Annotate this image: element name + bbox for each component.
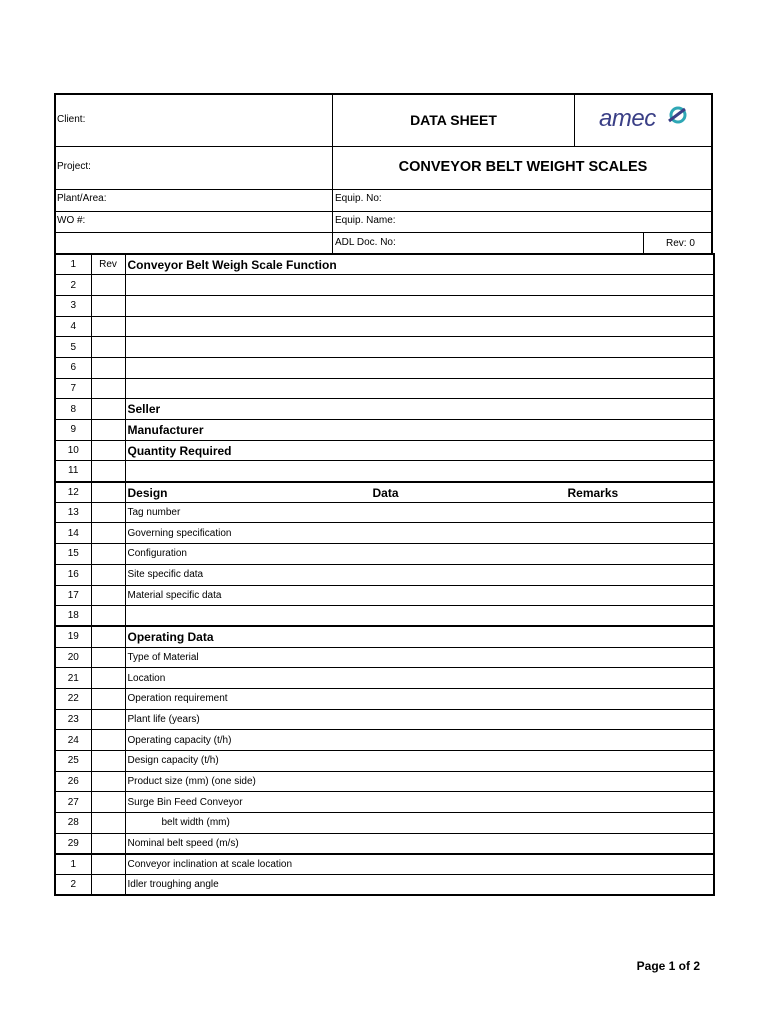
- table-row: [55, 461, 714, 482]
- table-row: [55, 606, 714, 627]
- row-description: Site specific data: [125, 564, 714, 585]
- row-description: Operating Data: [125, 626, 714, 647]
- table-row: [55, 647, 714, 668]
- row-description: [125, 275, 714, 296]
- row-description: [125, 378, 714, 399]
- row-rev: [91, 854, 125, 875]
- row-number: 1: [55, 854, 91, 875]
- row-rev: [91, 357, 125, 378]
- row-rev: [91, 626, 125, 647]
- wo-label: WO #:: [57, 215, 86, 226]
- row-number: 2: [55, 875, 91, 896]
- row-number: 15: [55, 544, 91, 565]
- row-rev: [91, 585, 125, 606]
- row-rev: [91, 709, 125, 730]
- row-rev: [91, 420, 125, 441]
- row-number: 20: [55, 647, 91, 668]
- row-rev: [91, 378, 125, 399]
- equip-name-label: Equip. Name:: [335, 215, 396, 226]
- row-number: 10: [55, 440, 91, 461]
- data-sheet: [54, 93, 713, 896]
- row-rev: [91, 792, 125, 813]
- row-rev: [91, 688, 125, 709]
- row-rev: Rev: [91, 254, 125, 275]
- table-row: [55, 813, 714, 834]
- row-rev: [91, 647, 125, 668]
- table-row: [55, 854, 714, 875]
- row-rev: [91, 668, 125, 689]
- table-row: [55, 357, 714, 378]
- table-row: [55, 668, 714, 689]
- row-rev: [91, 482, 125, 503]
- row-number: 25: [55, 751, 91, 772]
- row-description: [125, 316, 714, 337]
- row-number: 4: [55, 316, 91, 337]
- table-row: [55, 688, 714, 709]
- row-rev: [91, 875, 125, 896]
- row-number: 1: [55, 254, 91, 275]
- table-row: [55, 771, 714, 792]
- row-number: 14: [55, 523, 91, 544]
- remarks-heading: Remarks: [567, 485, 619, 500]
- row-description: [125, 337, 714, 358]
- row-number: 16: [55, 564, 91, 585]
- row-rev: [91, 813, 125, 834]
- row-description: [125, 606, 714, 627]
- row-number: 12: [55, 482, 91, 503]
- row-rev: [91, 771, 125, 792]
- row-number: 8: [55, 399, 91, 420]
- project-label: Project:: [57, 161, 91, 172]
- row-description: Operating capacity (t/h): [125, 730, 714, 751]
- equip-no-label: Equip. No:: [335, 193, 382, 204]
- row-number: 22: [55, 688, 91, 709]
- row-number: 6: [55, 357, 91, 378]
- row-number: 2: [55, 275, 91, 296]
- row-number: 3: [55, 295, 91, 316]
- table-row: [55, 295, 714, 316]
- row-number: 28: [55, 813, 91, 834]
- data-sheet-title: DATA SHEET: [410, 112, 497, 128]
- row-description: Design capacity (t/h): [125, 751, 714, 772]
- table-row: [55, 875, 714, 896]
- page-number: Page 1 of 2: [636, 959, 700, 973]
- table-row: [55, 523, 714, 544]
- row-description: [125, 482, 714, 503]
- row-number: 19: [55, 626, 91, 647]
- row-number: 26: [55, 771, 91, 792]
- row-description: [125, 295, 714, 316]
- row-description: [125, 357, 714, 378]
- row-rev: [91, 275, 125, 296]
- row-description: Configuration: [125, 544, 714, 565]
- table-row: [55, 502, 714, 523]
- row-description: Location: [125, 668, 714, 689]
- row-number: 11: [55, 461, 91, 482]
- row-description: Seller: [125, 399, 714, 420]
- table-row: [55, 316, 714, 337]
- row-number: 13: [55, 502, 91, 523]
- table-row: [55, 626, 714, 647]
- table-row: [55, 254, 714, 275]
- row-rev: [91, 833, 125, 854]
- rev-label: Rev: 0: [666, 238, 695, 249]
- row-number: 21: [55, 668, 91, 689]
- row-description: Quantity Required: [125, 440, 714, 461]
- table-row: [55, 751, 714, 772]
- row-number: 29: [55, 833, 91, 854]
- client-label: Client:: [57, 114, 86, 125]
- spec-table: [54, 253, 715, 896]
- row-description: Product size (mm) (one side): [125, 771, 714, 792]
- adl-doc-label: ADL Doc. No:: [335, 237, 396, 248]
- row-rev: [91, 399, 125, 420]
- row-number: 24: [55, 730, 91, 751]
- design-heading: Design: [127, 485, 168, 500]
- row-rev: [91, 295, 125, 316]
- row-rev: [91, 440, 125, 461]
- table-row: [55, 564, 714, 585]
- row-number: 18: [55, 606, 91, 627]
- logo-mark-icon: [665, 105, 691, 125]
- row-description: [125, 461, 714, 482]
- row-description: Plant life (years): [125, 709, 714, 730]
- table-row: [55, 482, 714, 503]
- plant-area-label: Plant/Area:: [57, 193, 107, 204]
- row-number: 23: [55, 709, 91, 730]
- row-rev: [91, 751, 125, 772]
- row-description: Governing specification: [125, 523, 714, 544]
- row-description: Operation requirement: [125, 688, 714, 709]
- row-number: 5: [55, 337, 91, 358]
- sheet-header: [54, 93, 713, 253]
- table-row: [55, 399, 714, 420]
- row-description: belt width (mm): [125, 813, 714, 834]
- data-heading: Data: [372, 485, 399, 500]
- row-description: Tag number: [125, 502, 714, 523]
- row-description: Idler troughing angle: [125, 875, 714, 896]
- row-description: Manufacturer: [125, 420, 714, 441]
- row-rev: [91, 337, 125, 358]
- table-row: [55, 709, 714, 730]
- row-description: Conveyor inclination at scale location: [125, 854, 714, 875]
- row-number: 7: [55, 378, 91, 399]
- row-description: Type of Material: [125, 647, 714, 668]
- table-row: [55, 275, 714, 296]
- row-number: 27: [55, 792, 91, 813]
- row-description: Material specific data: [125, 585, 714, 606]
- row-rev: [91, 564, 125, 585]
- table-row: [55, 440, 714, 461]
- row-rev: [91, 544, 125, 565]
- logo-wordmark: amec: [599, 105, 656, 132]
- row-number: 9: [55, 420, 91, 441]
- table-row: [55, 730, 714, 751]
- table-row: [55, 378, 714, 399]
- row-number: 17: [55, 585, 91, 606]
- row-rev: [91, 461, 125, 482]
- row-rev: [91, 523, 125, 544]
- row-rev: [91, 730, 125, 751]
- table-row: [55, 585, 714, 606]
- row-description: Nominal belt speed (m/s): [125, 833, 714, 854]
- row-description: Conveyor Belt Weigh Scale Function: [125, 254, 714, 275]
- row-rev: [91, 502, 125, 523]
- amec-logo: [599, 105, 699, 137]
- row-rev: [91, 316, 125, 337]
- row-description: Surge Bin Feed Conveyor: [125, 792, 714, 813]
- table-row: [55, 833, 714, 854]
- row-rev: [91, 606, 125, 627]
- table-row: [55, 792, 714, 813]
- table-row: [55, 337, 714, 358]
- document-title: CONVEYOR BELT WEIGHT SCALES: [398, 159, 648, 175]
- table-row: [55, 420, 714, 441]
- table-row: [55, 544, 714, 565]
